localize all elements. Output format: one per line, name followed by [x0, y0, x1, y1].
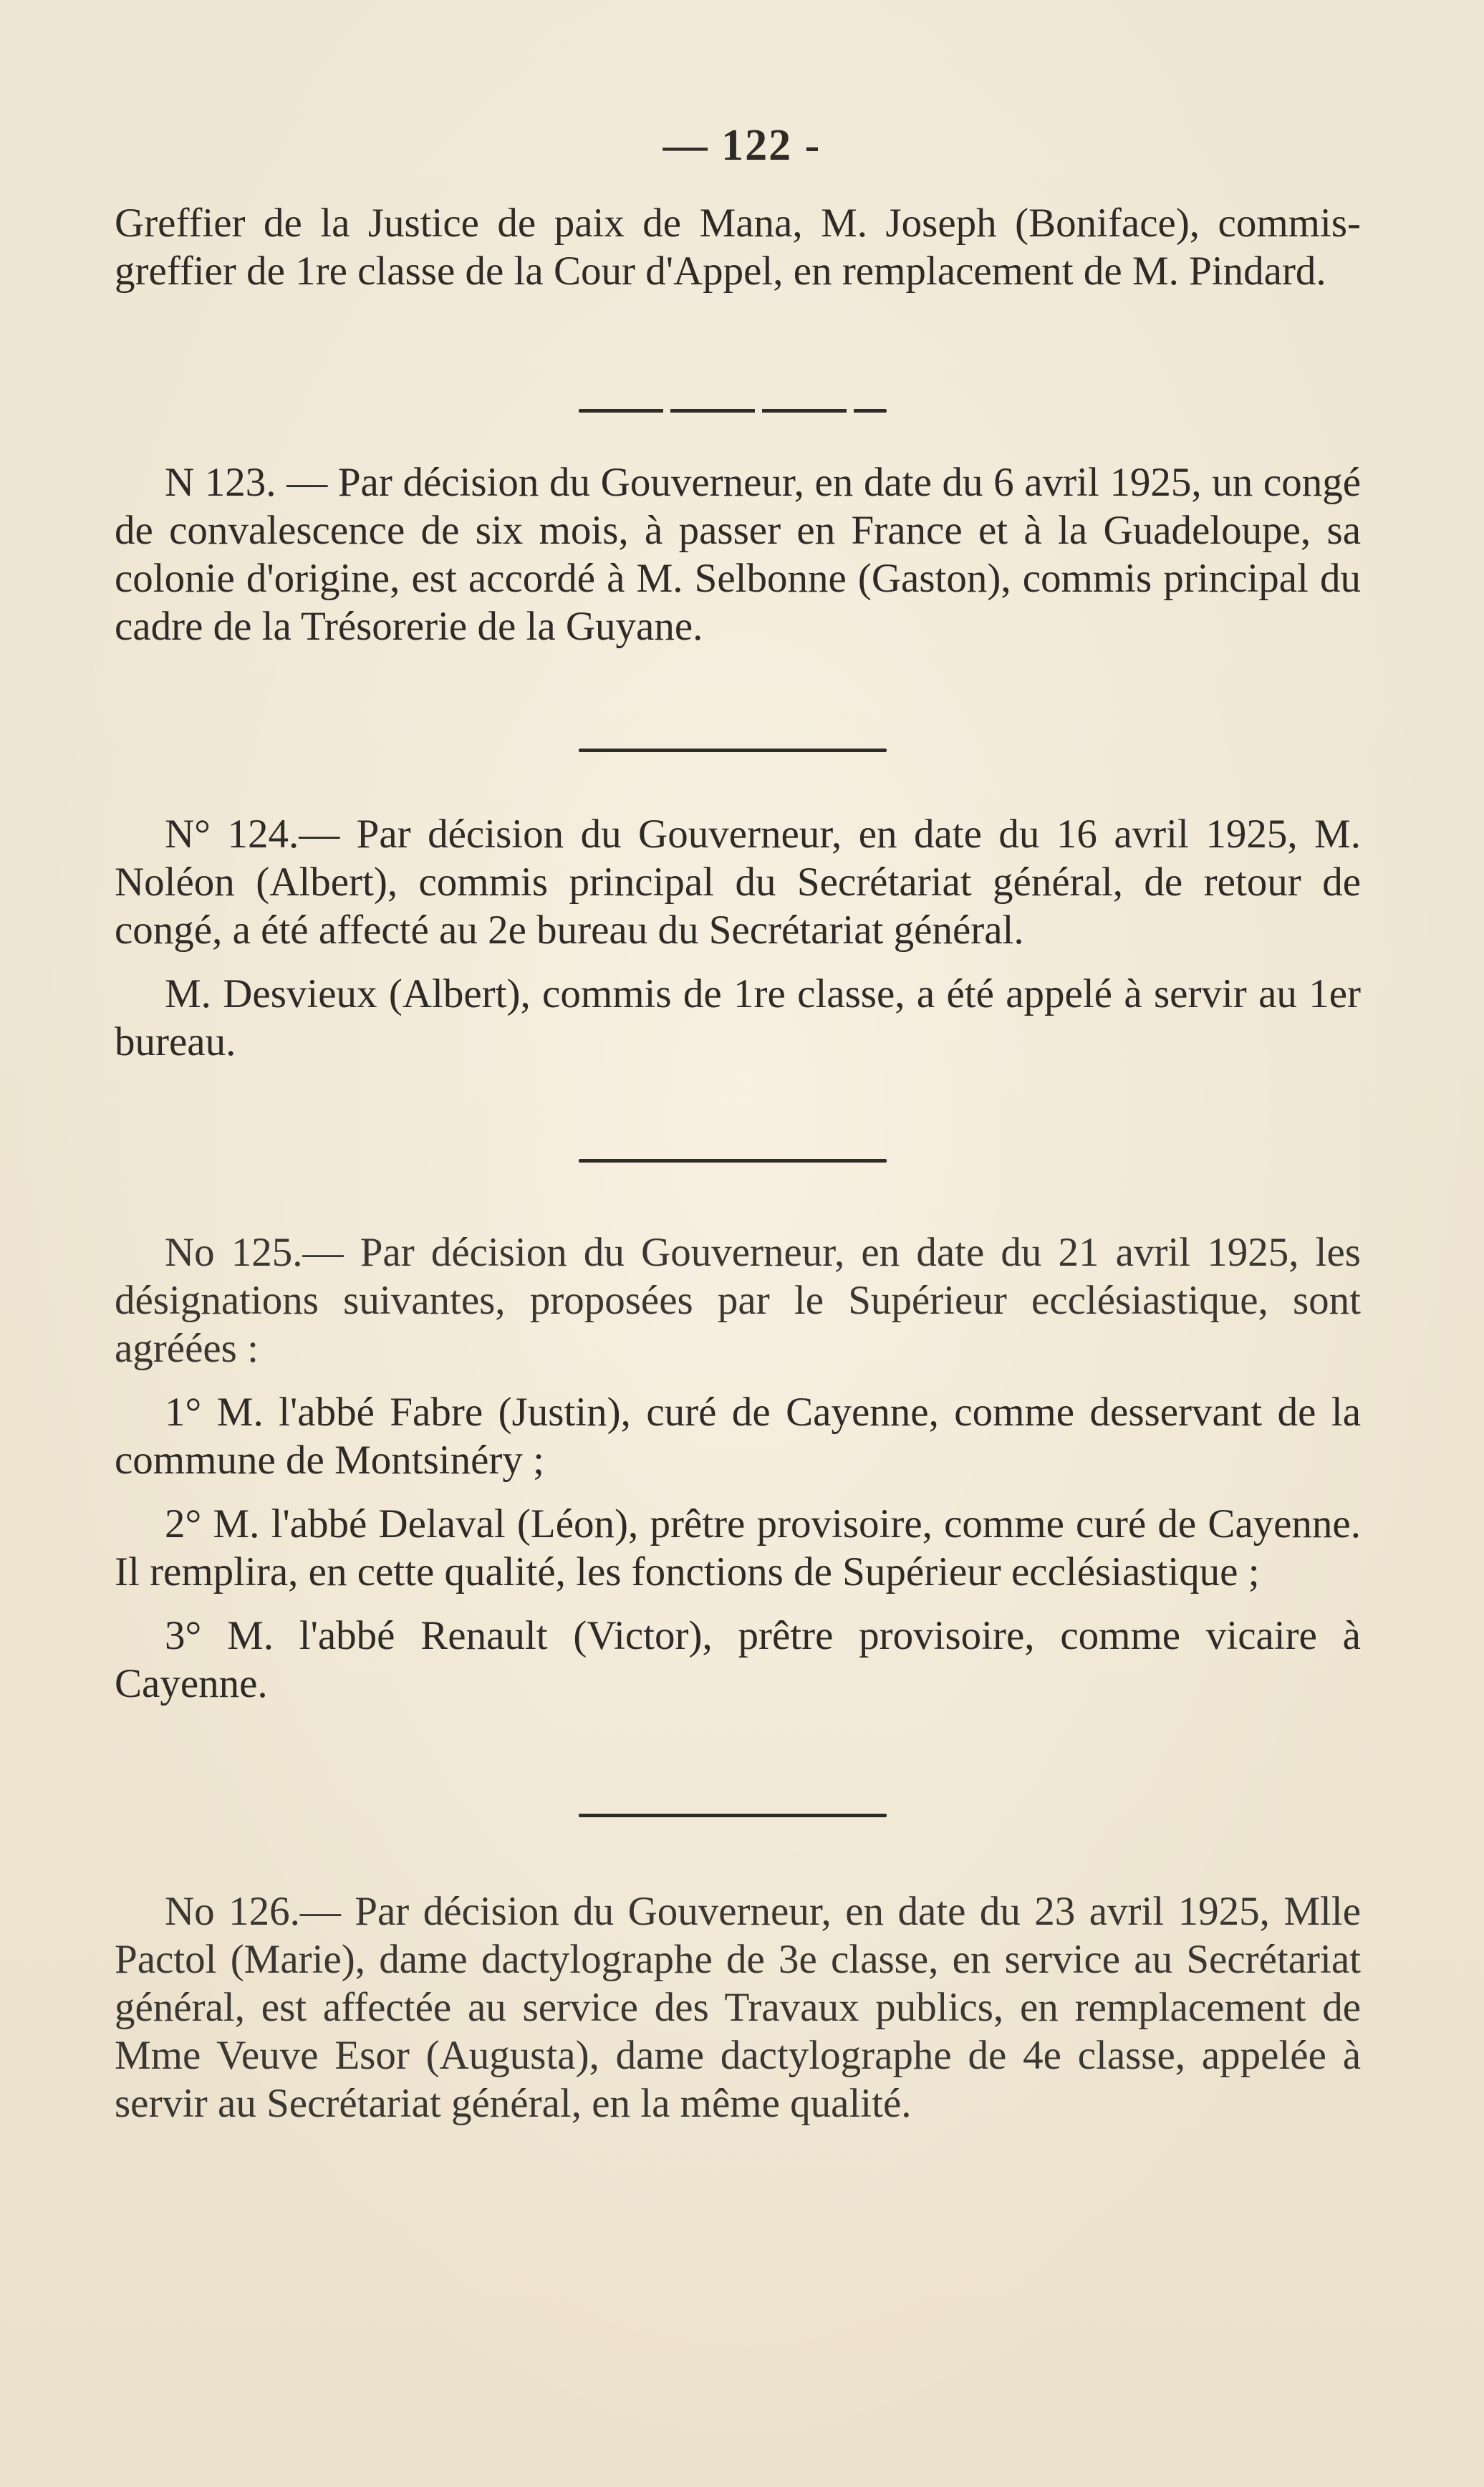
paragraph: No 126.— Par décision du Gouverneur, en date du 23 avril 1925, Mlle Pactol (Marie), dame dactylographe de 3e classe, en service au Secrétariat général, est affectée au service des Travaux publics, en remplacement de Mme Veuve Esor (Augusta), dame dactylographe de 4e classe, appelée à servir au Secrétariat général, en la même qualité.: [115, 1889, 1361, 2126]
paragraph: N 123. — Par décision du Gouverneur, en date du 6 avril 1925, un congé de convalescence de six mois, à passer en France et à la Guadeloupe, sa colonie d'origine, est accordé à M. Selbonne (Gaston), commis principal du cadre de la Trésorerie de la Guyane.: [115, 460, 1361, 649]
paragraph: M. Desvieux (Albert), commis de 1re classe, a été appelé à servir au 1er bureau.: [115, 971, 1361, 1064]
entry-125: [115, 1228, 1361, 1708]
section-divider: [579, 409, 887, 413]
list-item: 3° M. l'abbé Renault (Victor), prêtre provisoire, comme vicaire à Cayenne.: [115, 1613, 1361, 1706]
list-item: 2° M. l'abbé Delaval (Léon), prêtre provisoire, comme curé de Cayenne. Il remplira, en cette qualité, les fonctions de Supérieur ecclésiastique ;: [115, 1501, 1361, 1594]
section-divider: [579, 1814, 887, 1817]
section-divider: [579, 1159, 887, 1163]
page-number: — 122 -: [662, 121, 822, 170]
entry-123: [115, 458, 1361, 650]
list-item: 1° M. l'abbé Fabre (Justin), curé de Cayenne, comme desservant de la commune de Montsinéry ;: [115, 1390, 1361, 1483]
paragraph: Greffier de la Justice de paix de Mana, M. Joseph (Boniface), commis-greffier de 1re classe de la Cour d'Appel, en remplacement de M. Pindard.: [115, 201, 1361, 294]
section-divider: [579, 749, 887, 752]
paragraph: N° 124.— Par décision du Gouverneur, en date du 16 avril 1925, M. Noléon (Albert), commis principal du Secrétariat général, de retour de congé, a été affecté au 2e bureau du Secrétariat général.: [115, 812, 1361, 953]
entry-124: [115, 810, 1361, 1066]
entry-126: [115, 1887, 1361, 2127]
paragraph: No 125.— Par décision du Gouverneur, en date du 21 avril 1925, les désignations suivantes, proposées par le Supérieur ecclésiastique, sont agréées :: [115, 1230, 1361, 1371]
entry-continuation: [115, 199, 1361, 295]
